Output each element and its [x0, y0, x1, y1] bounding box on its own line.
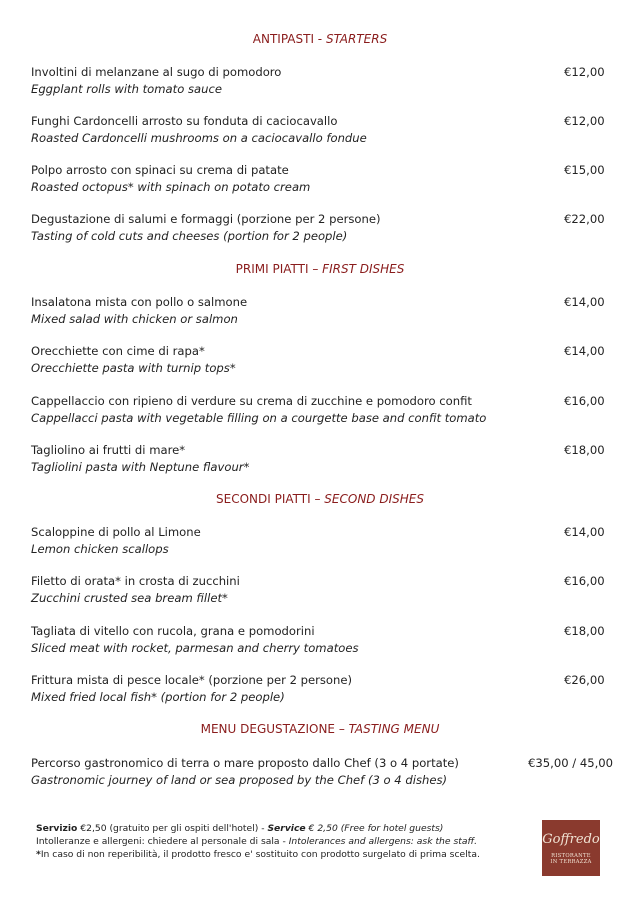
- dish-name-it: Involtini di melanzane al sugo di pomodoro: [31, 65, 282, 79]
- dish-price: €22,00: [564, 212, 605, 226]
- dish-name-it: Percorso gastronomico di terra o mare proposto dallo Chef (3 o 4 portate): [31, 756, 459, 770]
- dish-price: €16,00: [564, 394, 605, 408]
- menu-item: [31, 672, 531, 706]
- heading-separator: -: [313, 32, 326, 46]
- heading-separator: –: [308, 262, 323, 276]
- dish-name-en: Mixed salad with chicken or salmon: [31, 312, 238, 326]
- dish-name-en: Eggplant rolls with tomato sauce: [31, 82, 222, 96]
- heading-it: MENU DEGUSTAZIONE: [200, 722, 336, 736]
- frozen-note-text: In caso di non reperibilità, il prodotto fresco e' sostituito con prodotto surgelato di prima scelta.: [40, 849, 480, 860]
- dish-name-en: Roasted Cardoncelli mushrooms on a caciocavallo fondue: [31, 131, 367, 145]
- dish-name-en: Tasting of cold cuts and cheeses (portion for 2 people): [31, 229, 348, 243]
- dish-name-it: Insalatona mista con pollo o salmone: [31, 295, 248, 309]
- footer-notes: [36, 822, 506, 861]
- heading-en: TASTING MENU: [348, 722, 440, 736]
- service-it-label: Servizio: [36, 823, 78, 834]
- dish-name-en: Orecchiette pasta with turnip tops*: [31, 361, 236, 375]
- dish-price: €35,00 / 45,00: [528, 756, 614, 770]
- menu-item: [31, 623, 531, 657]
- menu-item: [31, 294, 531, 328]
- dish-price: €14,00: [564, 344, 605, 358]
- menu-item: [31, 113, 531, 147]
- dish-name-it: Orecchiette con cime di rapa*: [31, 344, 205, 358]
- heading-en: STARTERS: [325, 32, 388, 46]
- menu-item: [31, 162, 531, 196]
- menu-item: [31, 211, 531, 245]
- menu-item: [31, 393, 531, 427]
- dish-name-it: Funghi Cardoncelli arrosto su fonduta di caciocavallo: [31, 114, 338, 128]
- dish-price: €12,00: [564, 114, 605, 128]
- dish-name-en: Zucchini crusted sea bream fillet*: [31, 591, 228, 605]
- service-it-text: €2,50 (gratuito per gli ospiti dell'hotel) -: [77, 823, 268, 834]
- dish-name-en: Gastronomic journey of land or sea proposed by the Chef (3 o 4 dishes): [31, 773, 448, 787]
- heading-it: ANTIPASTI: [252, 32, 314, 46]
- section-heading-secondi: [0, 492, 640, 506]
- allergens-en: Intolerances and allergens: ask the staff.: [288, 836, 478, 847]
- section-heading-degustazione: [0, 722, 640, 736]
- logo-name: Goffredo: [542, 832, 600, 847]
- dish-name-en: Cappellacci pasta with vegetable filling on a courgette base and confit tomato: [31, 411, 487, 425]
- dish-price: €18,00: [564, 443, 605, 457]
- restaurant-logo: [542, 820, 600, 876]
- dish-name-it: Frittura mista di pesce locale* (porzione per 2 persone): [31, 673, 353, 687]
- dish-name-it: Scaloppine di pollo al Limone: [31, 525, 201, 539]
- dish-name-it: Filetto di orata* in crosta di zucchini: [31, 574, 240, 588]
- heading-en: SECOND DISHES: [324, 492, 424, 506]
- menu-item: [31, 573, 531, 607]
- service-en-text: € 2,50 (Free for hotel guests): [305, 823, 444, 834]
- frozen-mark: *: [36, 849, 41, 860]
- dish-name-it: Tagliolino ai frutti di mare*: [31, 443, 186, 457]
- heading-separator: –: [310, 492, 325, 506]
- dish-name-it: Polpo arrosto con spinaci su crema di patate: [31, 163, 289, 177]
- menu-item: [31, 442, 531, 476]
- menu-item: [31, 343, 531, 377]
- logo-line2: IN TERRAZZA: [550, 859, 592, 865]
- dish-price: €18,00: [564, 624, 605, 638]
- section-heading-antipasti: [0, 32, 640, 46]
- allergens-it: Intolleranze e allergeni: chiedere al personale di sala -: [36, 836, 289, 847]
- dish-price: €12,00: [564, 65, 605, 79]
- dish-name-en: Mixed fried local fish* (portion for 2 people): [31, 690, 285, 704]
- dish-price: €14,00: [564, 295, 605, 309]
- menu-item: [31, 524, 531, 558]
- heading-separator: –: [335, 722, 349, 736]
- heading-en: FIRST DISHES: [322, 262, 405, 276]
- dish-price: €15,00: [564, 163, 605, 177]
- dish-name-en: Tagliolini pasta with Neptune flavour*: [31, 460, 250, 474]
- service-note: [36, 822, 506, 835]
- dish-name-en: Roasted octopus* with spinach on potato cream: [31, 180, 311, 194]
- dish-name-it: Degustazione di salumi e formaggi (porzione per 2 persone): [31, 212, 381, 226]
- frozen-note: [36, 848, 506, 861]
- service-en-label: Service: [267, 823, 306, 834]
- dish-name-en: Lemon chicken scallops: [31, 542, 169, 556]
- dish-name-it: Tagliata di vitello con rucola, grana e pomodorini: [31, 624, 315, 638]
- dish-price: €26,00: [564, 673, 605, 687]
- allergens-note: [36, 835, 506, 848]
- section-heading-primi: [0, 262, 640, 276]
- dish-price: €16,00: [564, 574, 605, 588]
- logo-line1: RISTORANTE: [551, 853, 591, 859]
- menu-item: [31, 64, 531, 98]
- menu-item: [31, 755, 531, 789]
- dish-name-en: Sliced meat with rocket, parmesan and cherry tomatoes: [31, 641, 359, 655]
- dish-price: €14,00: [564, 525, 605, 539]
- dish-name-it: Cappellaccio con ripieno di verdure su crema di zucchine e pomodoro confit: [31, 394, 472, 408]
- heading-it: PRIMI PIATTI: [235, 262, 309, 276]
- heading-it: SECONDI PIATTI: [216, 492, 311, 506]
